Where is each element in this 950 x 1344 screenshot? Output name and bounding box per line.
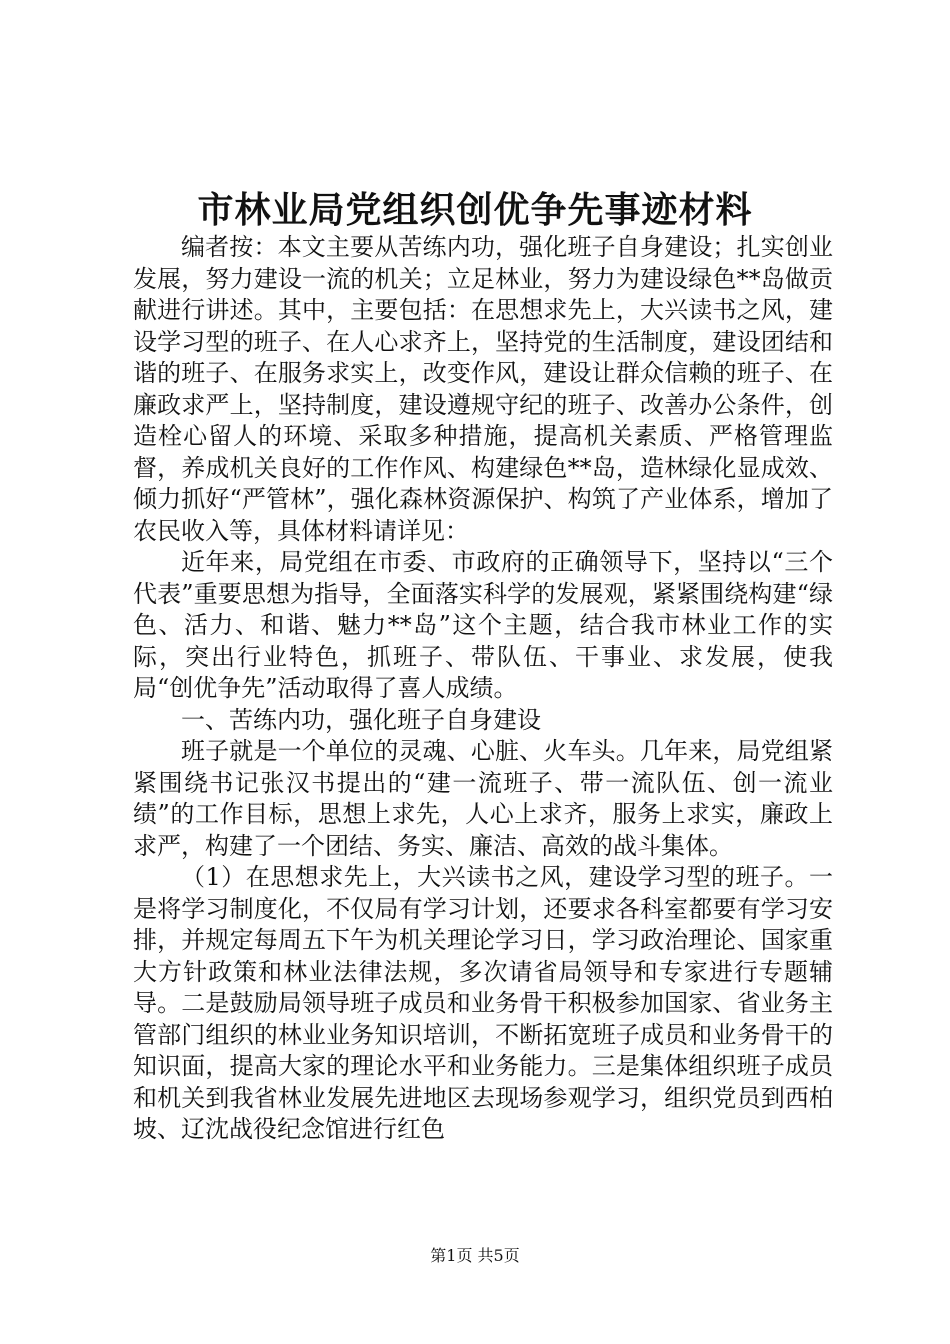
body-paragraph: 班子就是一个单位的灵魂、心脏、火车头。几年来，局党组紧紧围绕书记张汉书提出的“建一流班子、带一流队伍、创一流业绩”的工作目标，思想上求先，人心上求齐，服务上求实，廉政上求严，构建了一个团结、务实、廉洁、高效的战斗集体。 bbox=[133, 737, 833, 860]
intro-paragraph: 近年来，局党组在市委、市政府的正确领导下，坚持以“三个代表”重要思想为指导，全面落实科学的发展观，紧紧围绕构建“绿色、活力、和谐、魅力**岛”这个主题，结合我市林业工作的实际，突出行业特色，抓班子、带队伍、干事业、求发展，使我局“创优争先”活动取得了喜人成绩。 bbox=[133, 548, 833, 702]
section-heading: 一、苦练内功，强化班子自身建设 bbox=[181, 705, 541, 734]
editor-note-paragraph: 编者按：本文主要从苦练内功，强化班子自身建设；扎实创业发展，努力建设一流的机关；立足林业，努力为建设绿色**岛做贡献进行讲述。其中，主要包括：在思想求先上，大兴读书之风，建设学习型的班子、在人心求齐上，坚持党的生活制度，建设团结和谐的班子、在服务求实上，改变作风，建设让群众信赖的班子、在廉政求严上，坚持制度，建设遵规守纪的班子、改善办公条件，创造栓心留人的环境、采取多种措施，提高机关素质、严格管理监督，养成机关良好的工作作风、构建绿色**岛，造林绿化显成效、倾力抓好“严管林”，强化森林资源保护、构筑了产业体系，增加了农民收入等，具体材料请详见： bbox=[133, 233, 833, 545]
document-title: 市林业局党组织创优争先事迹材料 bbox=[197, 189, 753, 231]
body-paragraph: （1）在思想求先上，大兴读书之风，建设学习型的班子。一是将学习制度化，不仅局有学习计划，还要求各科室都要有学习安排，并规定每周五下午为机关理论学习日，学习政治理论、国家重大方针政策和林业法律法规，多次请省局领导和专家进行专题辅导。二是鼓励局领导班子成员和业务骨干积极参加国家、省业务主管部门组织的林业业务知识培训，不断拓宽班子成员和业务骨干的知识面，提高大家的理论水平和业务能力。三是集体组织班子成员和机关到我省林业发展先进地区去现场参观学习，组织党员到西柏坡、辽沈战役纪念馆进行红色 bbox=[133, 863, 833, 1143]
page-number: 第1页 共5页 bbox=[430, 1246, 520, 1265]
document-body bbox=[133, 232, 833, 1146]
